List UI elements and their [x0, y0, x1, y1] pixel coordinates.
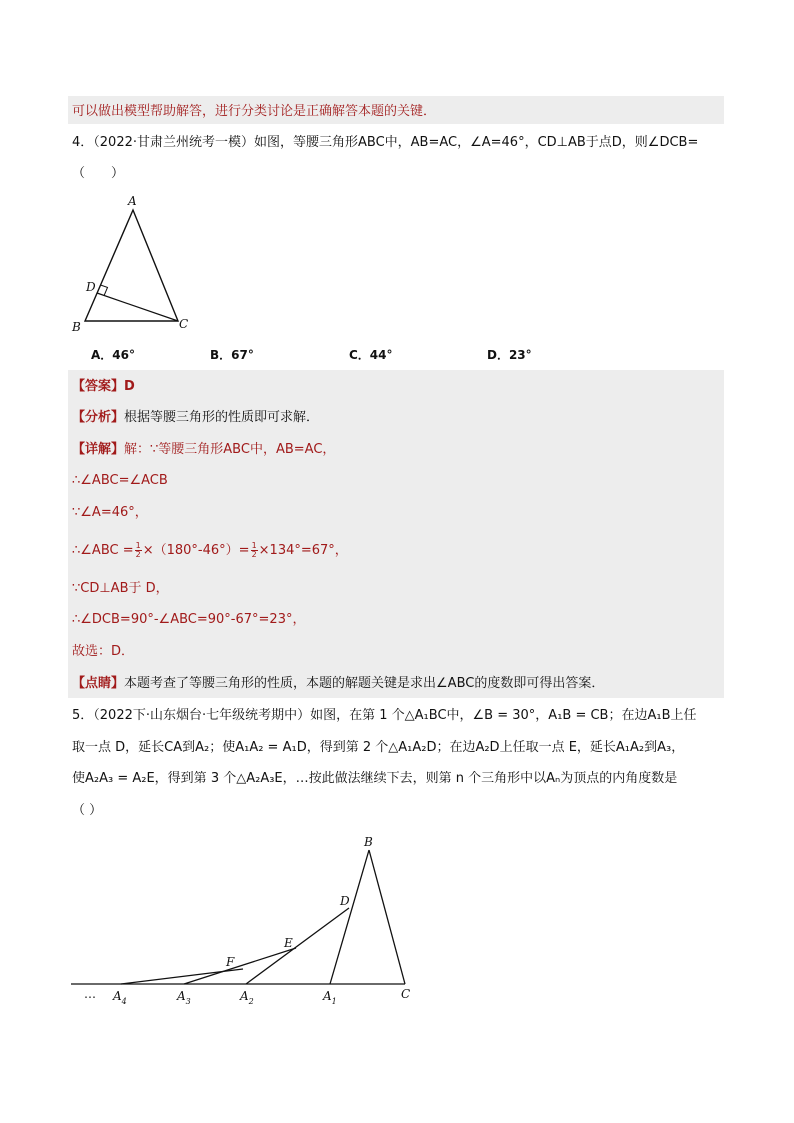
q4-comment — [72, 675, 724, 693]
right-angle-mark — [101, 285, 108, 296]
q4-analysis — [72, 409, 724, 427]
comment-tag: 【点睛】 — [72, 676, 125, 691]
q5-stem-line3: 使A₂A₃ = A₂E，得到第 3 个△A₂A₃E，…按此做法继续下去，则第 n 个三角形中以Aₙ为顶点的内角度数是 — [72, 771, 678, 786]
q5-stem-line2: 取一点 D，延长CA到A₂；使A₁A₂ = A₁D，得到第 2 个△A₁A₂D；在边A₂D上任取一点 E，延长A₁A₂到A₃， — [72, 740, 685, 755]
label-d5: D — [340, 894, 350, 908]
q4-stem-line2: （ ） — [72, 166, 125, 181]
q4-step-3 — [72, 542, 724, 560]
analysis-tag: 【分析】 — [72, 410, 125, 425]
q4-option-d: D．23° — [487, 348, 532, 362]
label-e5: E — [284, 936, 293, 950]
label-c: C — [179, 317, 189, 331]
q5-figure — [66, 828, 426, 1018]
q4-stem-line1: 4．（2022·甘肃兰州统考一模）如图，等腰三角形ABC中，AB=AC，∠A=46°，CD⊥AB于点D，则∠DCB= — [72, 135, 699, 150]
segment-a4-f — [121, 969, 243, 984]
q4-step-2: ∵∠A=46°， — [72, 505, 148, 520]
label-b: B — [72, 320, 81, 334]
segment-a3-e — [184, 948, 296, 984]
segment-b-c — [369, 850, 405, 984]
detail-tag: 【详解】 — [72, 442, 125, 457]
q4-step-5: ∴∠DCB=90°-∠ABC=90°-67°=23°， — [72, 612, 306, 627]
comment-text: 本题考查了等腰三角形的性质，本题的解题关键是求出∠ABC的度数即可得出答案． — [124, 676, 605, 691]
answer-value: D — [124, 379, 135, 394]
step3-pre: ∴∠ABC = — [72, 543, 134, 558]
label-f5: F — [226, 955, 235, 969]
q4-answer — [72, 378, 724, 396]
q4-step-4: ∵CD⊥AB于 D， — [72, 581, 169, 596]
fraction-half-1: $\frac{1}{2}$ — [135, 541, 141, 559]
label-a4: $A_4$ — [113, 989, 127, 1006]
label-dots: … — [84, 987, 96, 1001]
step3-mid: ×（180°-46°）= — [142, 543, 250, 558]
q4-step-6: 故选：D． — [72, 644, 135, 659]
label-a2: $A_2$ — [240, 989, 254, 1006]
label-a: A — [128, 194, 137, 208]
label-b5: B — [364, 835, 373, 849]
q5-stem-line4: （ ） — [72, 803, 103, 818]
q4-option-c: C．44° — [349, 348, 393, 362]
q4-option-a: A．46° — [91, 348, 135, 362]
segment-cd — [97, 293, 178, 321]
label-a3: $A_3$ — [177, 989, 191, 1006]
answer-tag: 【答案】 — [72, 379, 125, 394]
detail-intro: 解：∵等腰三角形ABC中，AB=AC， — [124, 442, 336, 457]
label-d: D — [86, 280, 96, 294]
analysis-text: 根据等腰三角形的性质即可求解． — [124, 410, 320, 425]
q4-option-b: B．67° — [210, 348, 254, 362]
q4-triangle-figure — [66, 190, 206, 340]
q5-stem-line1: 5．（2022下·山东烟台·七年级统考期中）如图，在第 1 个△A₁BC中，∠B = 30°，A₁B = CB；在边A₁B上任 — [72, 708, 697, 723]
q4-step-1: ∴∠ABC=∠ACB — [72, 473, 168, 488]
step3-end: ×134°=67°， — [258, 543, 348, 558]
q4-detail — [72, 441, 724, 459]
label-a1: $A_1$ — [323, 989, 337, 1006]
prev-answer-tail: 可以做出模型帮助解答，进行分类讨论是正确解答本题的关键． — [72, 104, 437, 119]
fraction-half-2: $\frac{1}{2}$ — [251, 541, 257, 559]
label-c5: C — [401, 987, 411, 1001]
